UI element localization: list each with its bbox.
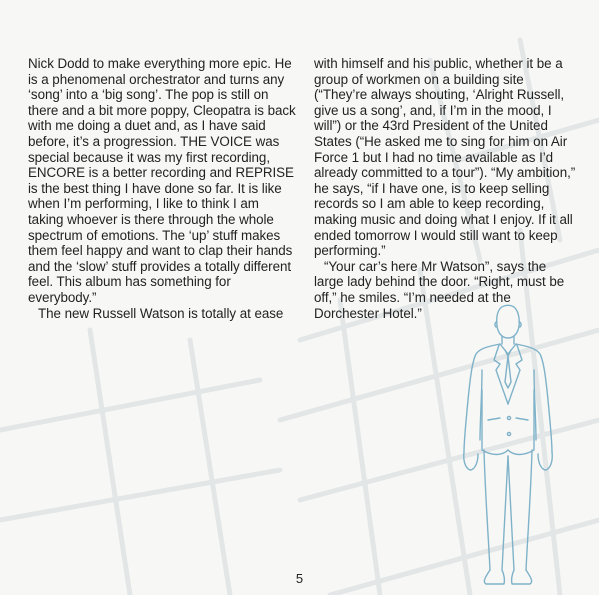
left-paragraph-1: Nick Dodd to make everything more epic. He is a phenomenal orchestrator and turns any ‘song’ into a ‘big song’. The pop is still on there and a bit more poppy, Cleopatra is back with me doing a duet and, as I have said before, it’s a progression. THE VOICE was special because it was my first recording, ENCORE is a better recording and REPRISE is the best thing I have done so far. It is like when I’m performing, I like to think I am taking whoever is there through the whole spectrum of emotions. The ‘up’ stuff makes them feel happy and want to clap their hands and the ‘slow’ stuff provides a totally different feel. This album has something for everybody.” [28, 56, 296, 305]
right-text-column [314, 56, 576, 321]
left-text-column [28, 56, 296, 321]
man-in-suit-outline-icon [452, 300, 572, 592]
right-paragraph-1: with himself and his public, whether it be a group of workmen on a building site (“They’re always shouting, ‘Alright Russell, give us a song’, and, if I’m in the mood, I will”) or the 43rd President of the United States (“He asked me to sing for him on Air Force 1 but I had no time available as I’d already committed to a tour”). “My ambition,” he says, “if I have one, is to keep selling records so I am able to keep recording, making music and doing what I enjoy. If it all ended tomorrow I would still want to keep performing.” [314, 56, 576, 259]
left-paragraph-2: The new Russell Watson is totally at ease [38, 305, 284, 321]
right-paragraph-2: “Your car’s here Mr Watson”, says the large lady behind the door. “Right, must be off,” he smiles. “I’m needed at the Dorchester Hotel.” [314, 258, 565, 321]
page-number: 5 [295, 571, 304, 586]
